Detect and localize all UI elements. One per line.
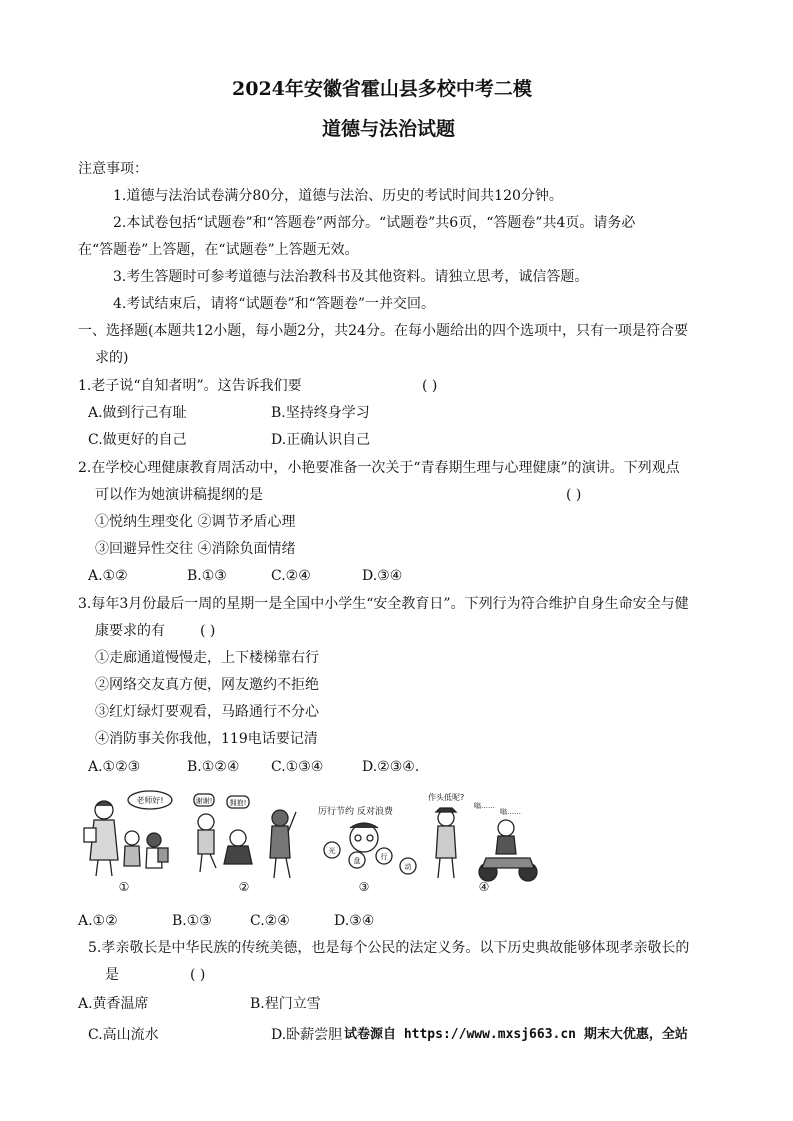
page-title: 2024年安徽省霍山县多校中考二模 [232, 78, 532, 100]
panel-label: ② [238, 880, 250, 894]
bubble-text: 作头低呢? [428, 793, 465, 802]
note-item: 3.考生答题时可参考道德与法治教科书及其他资料。请独立思考，诚信答题。 [113, 269, 589, 285]
note-item: 4.考试结束后，请将“试题卷”和“答题卷”一并交回。 [113, 296, 435, 312]
q5-stem-cont: 是 [105, 967, 119, 983]
cartoon-panel-2 [194, 794, 296, 894]
q3-answer-paren: ( ) [200, 623, 216, 639]
panel-label: ① [118, 880, 130, 894]
q3-item: ④消防事关你我他，119电话要记清 [95, 731, 318, 747]
sign-text: 光 [328, 847, 336, 855]
note-item: 2.本试卷包括“试题卷”和“答题卷”两部分。“试题卷”共6页，“答题卷”共4页。请务必 [113, 215, 636, 231]
cartoon-panel-1 [84, 791, 172, 894]
q1-answer-paren: ( ) [422, 378, 438, 394]
q3-item: ③红灯绿灯要观看，马路通行不分心 [95, 704, 319, 720]
source-watermark: 试卷源自 https://www.mxsj663.cn 期末大优惠，全站 [344, 1027, 688, 1042]
bubble-text: 谢谢! [195, 797, 213, 805]
q3-option-c: C.①③④ [271, 759, 324, 775]
q2-item: ①悦纳生理变化 ②调节矛盾心理 [95, 514, 296, 530]
q2-stem-cont: 可以作为她演讲稿提纲的是 [95, 487, 263, 503]
cartoon-panel-3 [318, 805, 416, 894]
q4-cartoon-image [82, 788, 542, 900]
bubble-text: 嗡…… [474, 802, 495, 810]
q3-stem-cont: 康要求的有 [95, 623, 165, 639]
bubble-text: 老师好! [136, 796, 164, 805]
q1-option-c: C.做更好的自己 [88, 432, 187, 448]
q2-option-c: C.②④ [271, 568, 311, 584]
q4-option-d: D.③④ [334, 913, 375, 929]
cartoon-panel-4 [428, 792, 537, 894]
q2-option-d: D.③④ [362, 568, 403, 584]
notes-heading: 注意事项： [78, 161, 148, 177]
q5-option-d: D.卧薪尝胆 [271, 1027, 343, 1043]
q5-option-c: C.高山流水 [88, 1027, 159, 1043]
sign-text: 动 [404, 863, 412, 871]
note-item: 在“答题卷”上答题，在“试题卷”上答题无效。 [78, 242, 359, 258]
sign-text: 盘 [353, 857, 361, 865]
panel-label: ③ [358, 880, 370, 894]
q5-stem: 5.孝亲敬长是中华民族的传统美德，也是每个公民的法定义务。以下历史典故能够体现孝亲敬长的 [88, 940, 690, 956]
bubble-text: 拥抱! [229, 799, 247, 807]
q4-option-c: C.②④ [250, 913, 290, 929]
q2-item: ③回避异性交往 ④消除负面情绪 [95, 541, 296, 557]
q5-option-a: A.黄香温席 [78, 996, 149, 1012]
banner-text: 厉行节约 反对浪费 [318, 807, 393, 817]
q3-option-b: B.①②④ [187, 759, 240, 775]
section-heading-cont: 求的) [95, 350, 129, 366]
note-item: 1.道德与法治试卷满分80分，道德与法治、历史的考试时间共120分钟。 [113, 188, 563, 204]
q5-option-b: B.程门立雪 [250, 996, 321, 1012]
q4-option-a: A.①② [78, 913, 118, 929]
section-heading: 一、选择题(本题共12小题，每小题2分，共24分。在每小题给出的四个选项中，只有一项是符合要 [78, 323, 688, 339]
bubble-text: 嗡…… [500, 808, 521, 816]
q4-option-b: B.①③ [172, 913, 212, 929]
q2-option-a: A.①② [88, 568, 128, 584]
q1-stem: 1.老子说“自知者明”。这告诉我们要 [78, 378, 302, 394]
panel-label: ④ [478, 880, 490, 894]
page-subtitle: 道德与法治试题 [322, 118, 456, 140]
q1-option-a: A.做到行己有耻 [88, 405, 187, 421]
q2-option-b: B.①③ [187, 568, 227, 584]
q3-option-d: D.②③④. [362, 759, 420, 775]
q1-option-b: B.坚持终身学习 [271, 405, 370, 421]
q2-answer-paren: ( ) [566, 487, 582, 503]
q3-item: ②网络交友真方便，网友邀约不拒绝 [95, 677, 319, 693]
q1-option-d: D.正确认识自己 [271, 432, 371, 448]
q5-answer-paren: ( ) [190, 967, 206, 983]
q3-option-a: A.①②③ [88, 759, 141, 775]
q3-item: ①走廊通道慢慢走，上下楼梯靠右行 [95, 650, 319, 666]
sign-text: 行 [380, 853, 388, 861]
q3-stem: 3.每年3月份最后一周的星期一是全国中小学生“安全教育日”。下列行为符合维护自身生命安全与健 [78, 596, 689, 612]
q2-stem: 2.在学校心理健康教育周活动中，小艳要准备一次关于“青春期生理与心理健康”的演讲。下列观点 [78, 460, 680, 476]
